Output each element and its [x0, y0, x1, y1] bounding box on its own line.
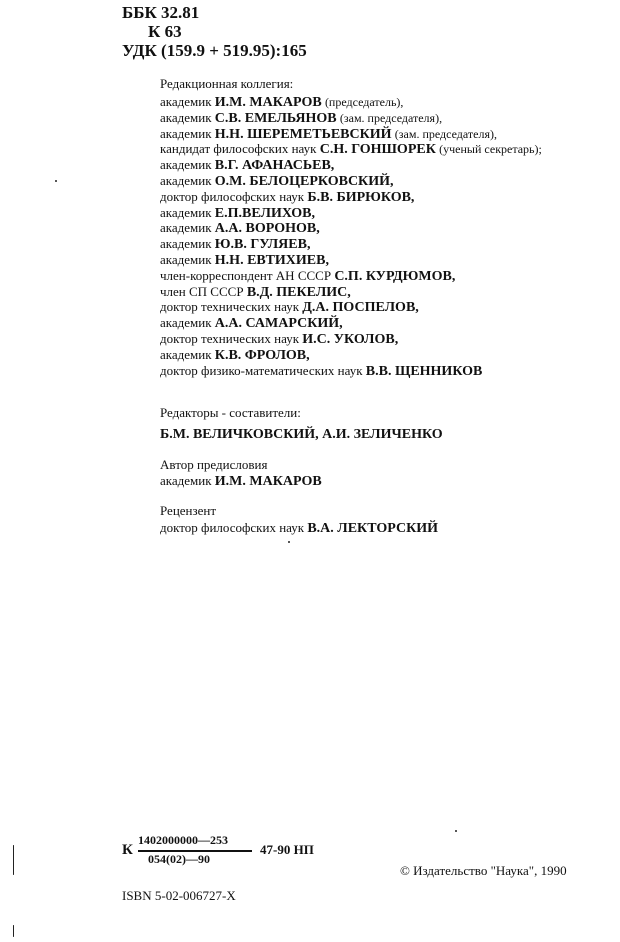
member-name: А.А. ВОРОНОВ,	[214, 221, 320, 237]
editorial-board-member	[160, 284, 351, 301]
member-name: С.В. ЕМЕЛЬЯНОВ	[214, 110, 337, 126]
editors-names	[160, 426, 443, 443]
member-role: (председатель),	[324, 95, 404, 109]
editorial-board-member	[160, 363, 482, 380]
scan-speck	[13, 845, 14, 875]
member-rank: академик	[160, 157, 212, 173]
member-rank: академик	[160, 346, 212, 362]
member-name: Б.В. БИРЮКОВ,	[307, 189, 415, 205]
scan-speck	[455, 830, 457, 832]
scan-speck	[55, 180, 57, 182]
member-rank: доктор технических наук	[160, 299, 300, 315]
reviewer-rank: доктор философских наук	[160, 520, 305, 535]
editorial-board-member	[160, 173, 393, 190]
scan-speck	[288, 541, 290, 543]
imprint-k: К	[122, 842, 133, 858]
preface-author	[160, 473, 322, 490]
member-name: Н.Н. ЕВТИХИЕВ,	[214, 253, 329, 268]
member-rank: академик	[160, 315, 212, 331]
imprint-code	[122, 833, 342, 867]
copyright-notice: © Издательство "Наука", 1990	[400, 863, 567, 878]
reviewer	[160, 520, 438, 537]
scan-speck	[13, 925, 14, 937]
member-rank: член СП СССР	[160, 283, 244, 299]
member-name: И.М. МАКАРОВ	[214, 95, 322, 110]
bbk-code: ББК 32.81	[122, 3, 200, 22]
editorial-board-member	[160, 299, 419, 316]
editorial-board-member	[160, 126, 497, 143]
imprint-numerator: 1402000000—253	[138, 833, 228, 847]
editorial-board-member	[160, 141, 542, 158]
editorial-board-member	[160, 347, 310, 364]
member-name: В.В. ЩЕННИКОВ	[365, 363, 483, 379]
member-rank: академик	[160, 109, 212, 125]
member-name: И.С. УКОЛОВ,	[302, 332, 399, 347]
editorial-board-member	[160, 157, 334, 174]
member-name: В.Д. ПЕКЕЛИС,	[246, 284, 351, 300]
editorial-board-member	[160, 252, 329, 269]
editors-names-text: Б.М. ВЕЛИЧКОВСКИЙ, А.И. ЗЕЛИЧЕНКО	[160, 427, 443, 442]
member-rank: доктор физико-математических наук	[160, 362, 363, 378]
editorial-board-member	[160, 315, 343, 332]
member-name: Е.П.ВЕЛИХОВ,	[214, 205, 315, 221]
preface-rank: академик	[160, 473, 212, 488]
preface-name: И.М. МАКАРОВ	[214, 474, 322, 489]
imprint-series-code: 47-90 НП	[260, 842, 314, 857]
member-role: (зам. председателя),	[339, 110, 443, 125]
member-name: Н.Н. ШЕРЕМЕТЬЕВСКИЙ	[214, 126, 392, 142]
member-name: В.Г. АФАНАСЬЕВ,	[214, 158, 335, 174]
reviewer-name: В.А. ЛЕКТОРСКИЙ	[307, 521, 439, 536]
reviewer-title: Рецензент	[160, 503, 217, 518]
member-rank: академик	[160, 252, 212, 267]
member-rank: академик	[160, 204, 212, 220]
editorial-board-title: Редакционная коллегия:	[160, 76, 294, 91]
preface-title: Автор предисловия	[160, 457, 268, 472]
editorial-board-member	[160, 220, 320, 237]
member-rank: член-корреспондент АН СССР	[160, 267, 332, 283]
member-role: (ученый секретарь);	[439, 142, 542, 157]
member-role: (зам. председателя),	[394, 126, 497, 141]
member-name: С.Н. ГОНШОРЕК	[319, 142, 436, 158]
member-name: А.А. САМАРСКИЙ,	[214, 316, 343, 332]
member-name: О.М. БЕЛОЦЕРКОВСКИЙ,	[214, 174, 394, 189]
editorial-board-member	[160, 268, 455, 285]
member-rank: доктор философских наук	[160, 188, 305, 204]
member-rank: академик	[160, 94, 212, 109]
member-name: Д.А. ПОСПЕЛОВ,	[302, 300, 419, 316]
isbn: ISBN 5-02-006727-X	[122, 888, 236, 903]
member-name: С.П. КУРДЮМОВ,	[334, 268, 456, 284]
member-name: Ю.В. ГУЛЯЕВ,	[214, 237, 311, 253]
editorial-board-member	[160, 94, 403, 111]
editorial-board-member	[160, 205, 315, 222]
udk-code: УДК (159.9 + 519.95):165	[122, 41, 307, 60]
member-rank: академик	[160, 173, 212, 188]
editorial-board-member	[160, 189, 414, 206]
editorial-board-member	[160, 110, 442, 127]
editors-title: Редакторы - составители:	[160, 405, 301, 420]
imprint-denominator: 054(02)—90	[148, 852, 210, 866]
member-name: К.В. ФРОЛОВ,	[214, 347, 310, 363]
member-rank: доктор технических наук	[160, 331, 300, 346]
member-rank: академик	[160, 125, 212, 141]
editorial-board-member	[160, 236, 310, 253]
member-rank: кандидат философских наук	[160, 141, 317, 157]
member-rank: академик	[160, 220, 212, 236]
editorial-board-member	[160, 331, 398, 348]
k-code: К 63	[148, 22, 182, 41]
member-rank: академик	[160, 236, 212, 252]
